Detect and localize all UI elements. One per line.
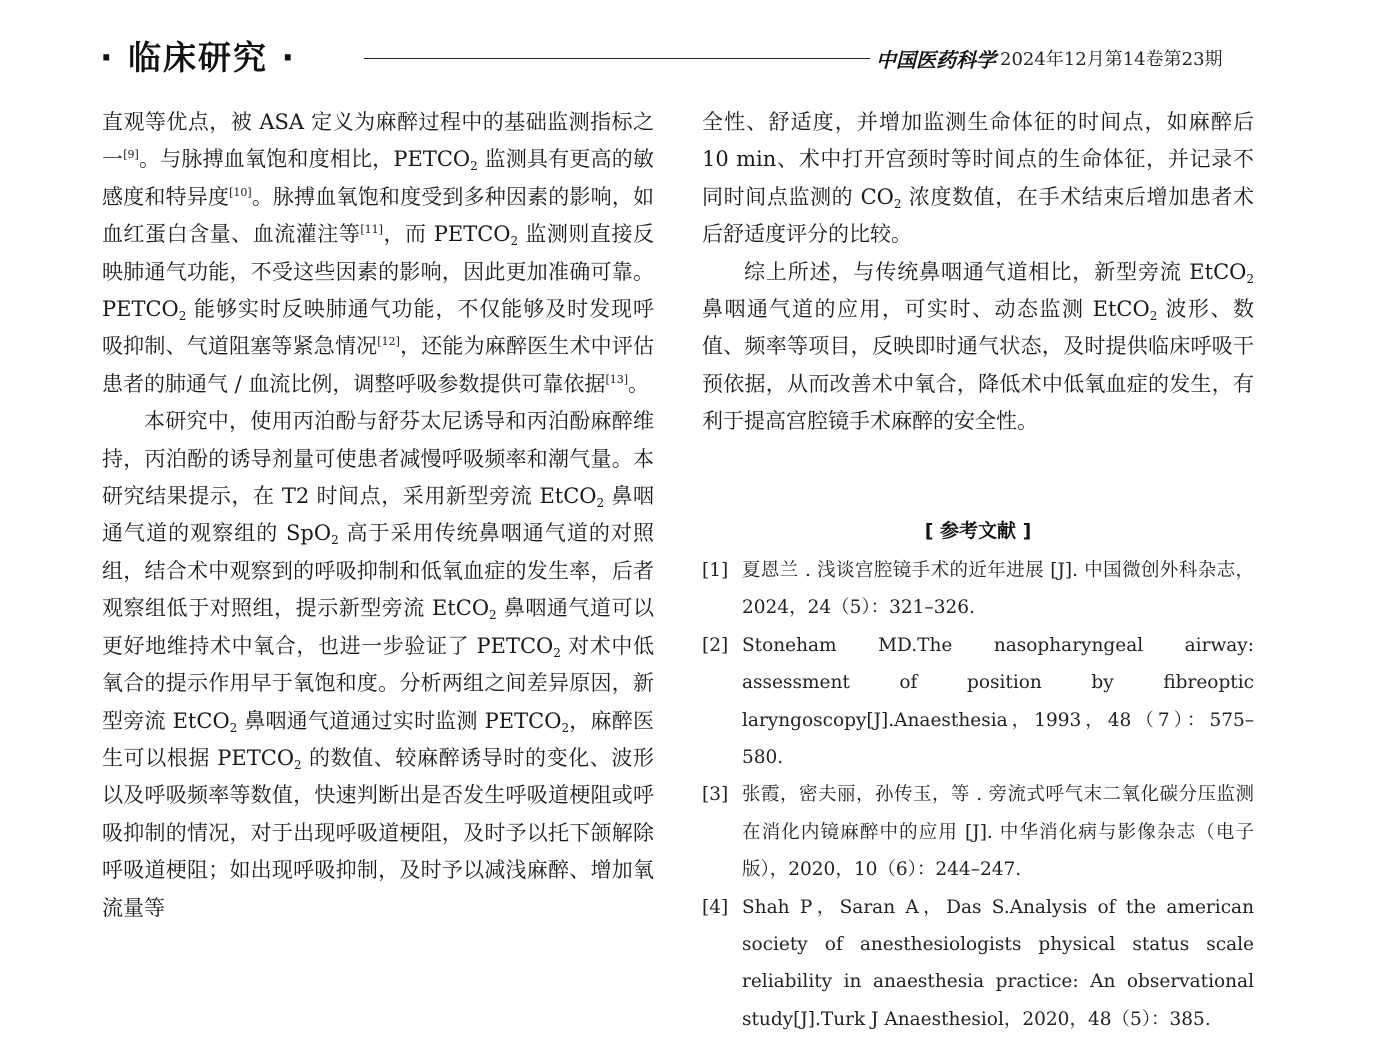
citation: [12] <box>377 335 400 349</box>
subscript: 2 <box>893 197 902 211</box>
subscript: 2 <box>1246 271 1254 286</box>
text-run: ，而 PETCO <box>382 222 511 247</box>
text-run: 综上所述，与传统鼻咽通气道相比，新型旁流 EtCO <box>744 259 1247 284</box>
journal-name: 中国医药科学 <box>876 48 996 72</box>
subscript: 2 <box>229 720 238 735</box>
subscript: 2 <box>510 234 519 249</box>
subscript: 2 <box>553 645 561 660</box>
paragraph <box>102 104 654 403</box>
citation: [11] <box>360 222 383 236</box>
left-column <box>102 104 654 927</box>
subscript: 2 <box>470 159 478 174</box>
text-run: 监测则直接反映肺通气功能，不受这些因素的影响，因此更加准确可靠。PETCO <box>102 222 654 322</box>
reference-text: 张霞，密夫丽，孙传玉，等 . 旁流式呼气末二氧化碳分压监测在消化内镜麻醉中的应用 [J]. 中华消化病与影像杂志（电子版），2020，10（6）：244–247. <box>742 784 1254 881</box>
text-run: 。 <box>628 371 650 396</box>
text-run: 全性、舒适度，并增加监测生命体征的时间点，如麻醉后 10 min、术中打开宫颈时等时间点的生命体征，并记录不同时间点监测的 CO <box>702 110 1254 209</box>
subscript: 2 <box>178 309 187 324</box>
text-run: 能够实时反映肺通气功能，不仅能够及时发现呼吸抑制、气道阻塞等紧急情况 <box>102 297 654 359</box>
issue-info: 2024年12月第14卷第23期 <box>1000 49 1223 70</box>
paragraph <box>702 254 1254 441</box>
text-run: 高于采用传统鼻咽通气道的对照组，结合术中观察到的呼吸抑制和低氧血症的发生率，后者观察组低于对照组，提示新型旁流 EtCO <box>102 521 654 621</box>
reference-item <box>702 552 1254 627</box>
text-run: ，麻醉医生可以根据 PETCO <box>102 708 655 770</box>
text-run: 。脉搏血氧饱和度受到多种因素的影响，如血红蛋白含量、血流灌注等 <box>102 184 655 247</box>
right-column <box>702 104 1254 441</box>
subscript: 2 <box>294 758 302 773</box>
text-run: 鼻咽通气道通过实时监测 PETCO <box>237 708 562 733</box>
reference-text: 夏恩兰 . 浅谈宫腔镜手术的近年进展 [J]. 中国微创外科杂志，2024，24（5）：321–326. <box>742 560 1254 619</box>
text-run: 对术中低氧合的提示作用早于氧饱和度。分析两组之间差异原因，新型旁流 EtCO <box>102 633 654 733</box>
reference-number: [1] <box>702 560 729 581</box>
section-title: · 临床研究 · <box>100 38 297 77</box>
text-run: 监测具有更高的敏感度和特异度 <box>102 147 654 209</box>
subscript: 2 <box>596 496 605 511</box>
reference-item <box>702 776 1254 888</box>
subscript: 2 <box>489 608 497 623</box>
references-list <box>702 552 1254 1038</box>
reference-item <box>702 627 1254 777</box>
citation: [9] <box>123 148 139 162</box>
subscript: 2 <box>561 720 570 735</box>
text-run: 浓度数值，在手术结束后增加患者术后舒适度评分的比较。 <box>702 184 1254 247</box>
text-run: 直观等优点，被 ASA 定义为麻醉过程中的基础监测指标之一 <box>102 110 654 172</box>
reference-number: [2] <box>702 634 729 656</box>
page-header <box>0 0 1382 100</box>
paragraph <box>702 104 1254 254</box>
text-run: 鼻咽通气道的观察组的 SpO <box>102 484 654 546</box>
text-run: 鼻咽通气道可以更好地维持术中氧合，也进一步验证了 PETCO <box>102 596 654 658</box>
text-run: 鼻咽通气道的应用，可实时、动态监测 EtCO <box>702 297 1150 322</box>
references-heading: [ 参考文献 ] <box>924 520 1032 542</box>
text-run: 本研究中，使用丙泊酚与舒芬太尼诱导和丙泊酚麻醉维持，丙泊酚的诱导剂量可使患者减慢呼吸频率和潮气量。本研究结果提示，在 T2 时间点，采用新型旁流 EtCO <box>102 409 654 509</box>
reference-number: [3] <box>702 784 729 806</box>
text-run: 。与脉搏血氧饱和度相比，PETCO <box>138 147 471 172</box>
subscript: 2 <box>1149 309 1158 324</box>
text-run: 波形、数值、频率等项目，反映即时通气状态，及时提供临床呼吸干预依据，从而改善术中氧合，降低术中低氧血症的发生，有利于提高宫腔镜手术麻醉的安全性。 <box>702 297 1254 434</box>
subscript: 2 <box>331 533 339 548</box>
text-run: 的数值、较麻醉诱导时的变化、波形以及呼吸频率等数值，快速判断出是否发生呼吸道梗阻或呼吸抑制的情况，对于出现呼吸道梗阻，及时予以托下颌解除呼吸道梗阻；如出现呼吸抑制，及时予以减浅麻醉、增加氧流量等 <box>102 745 654 920</box>
citation: [10] <box>229 185 252 199</box>
text-run: ，还能为麻醉医生术中评估患者的肺通气 / 血流比例，调整呼吸参数提供可靠依据 <box>102 334 655 396</box>
paragraph <box>102 403 654 927</box>
reference-item <box>702 889 1254 1038</box>
reference-text: Stoneham MD.The nasopharyngeal airway: assessment of position by fibreoptic laryngoscopy[J].Anaesthesia，1993，48（7）：575–580. <box>742 634 1254 769</box>
header-rule <box>364 58 870 59</box>
citation: [13] <box>605 372 629 386</box>
reference-number: [4] <box>702 896 729 918</box>
reference-text: Shah P，Saran A，Das S.Analysis of the american society of anesthesiologists physical status scale reliability in anaesthesia practice: An observational study[J].Turk J Anaesthesiol，2020，48（5）：385. <box>742 896 1254 1030</box>
